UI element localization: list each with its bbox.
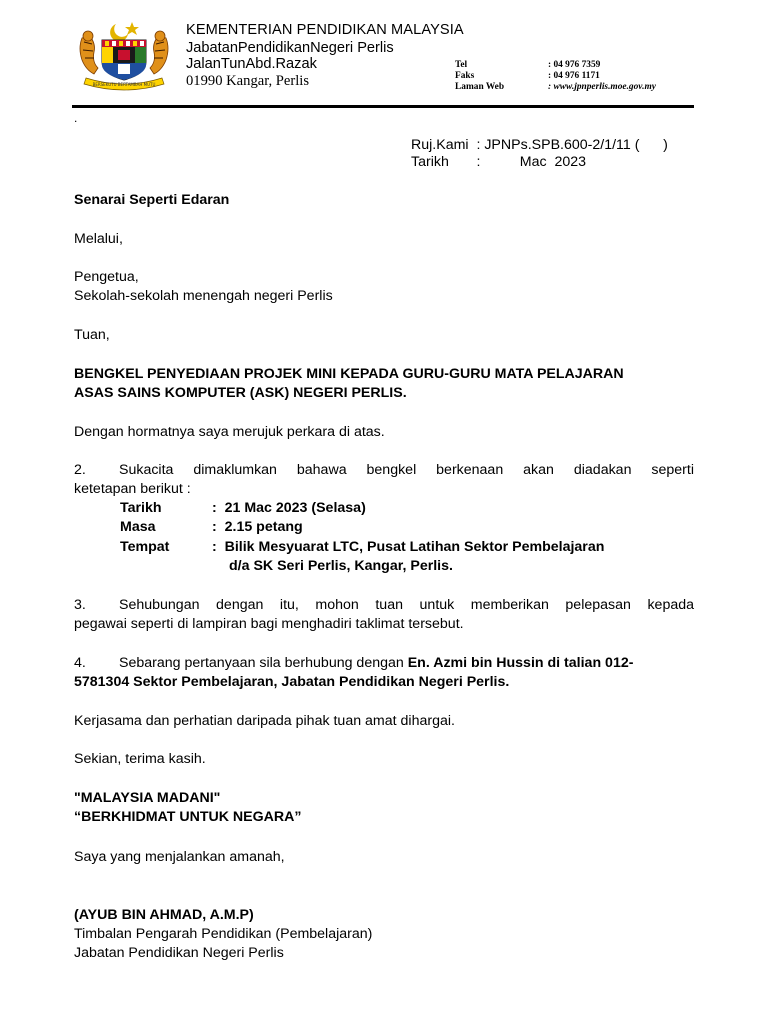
paragraph-4-line-2: 5781304 Sektor Pembelajaran, Jabatan Pendidikan Negeri Perlis.: [74, 674, 510, 690]
signatory-department: Jabatan Pendidikan Negeri Perlis: [74, 945, 284, 961]
salutation: Tuan,: [74, 327, 110, 343]
contact-fax-value: : 04 976 1171: [548, 71, 600, 81]
paragraph-4-line-1: Sebarang pertanyaan sila berhubung dengan En. Azmi bin Hussin di talian 012-: [119, 655, 634, 671]
stray-dot: .: [74, 111, 78, 125]
letter-date: Tarikh : Mac 2023: [411, 154, 587, 170]
contact-web-label: Laman Web: [455, 82, 505, 92]
closing-line: Sekian, terima kasih.: [74, 751, 206, 767]
detail-venue-value: : Bilik Mesyuarat LTC, Pusat Latihan Sektor Pembelajaran: [212, 539, 605, 555]
subject-line-2: ASAS SAINS KOMPUTER (ASK) NEGERI PERLIS.: [74, 385, 407, 401]
paragraph-2-line-1: Sukacita dimaklumkan bahawa bengkel berkenaan akan diadakan seperti: [119, 462, 694, 478]
detail-venue-address: d/a SK Seri Perlis, Kangar, Perlis.: [229, 558, 453, 574]
malaysia-coat-of-arms-icon: [72, 18, 176, 92]
detail-time-value: : 2.15 petang: [212, 519, 303, 535]
opening-paragraph: Dengan hormatnya saya merujuk perkara di atas.: [74, 424, 385, 440]
signatory-position: Timbalan Pengarah Pendidikan (Pembelajaran): [74, 926, 373, 942]
trust-line: Saya yang menjalankan amanah,: [74, 849, 285, 865]
paragraph-number: 2.: [74, 462, 86, 478]
postcode-city: 01990 Kangar, Perlis: [186, 73, 310, 89]
ministry-name: KEMENTERIAN PENDIDIKAN MALAYSIA: [186, 22, 464, 38]
signatory-name: (AYUB BIN AHMAD, A.M.P): [74, 907, 254, 923]
department-name: JabatanPendidikanNegeri Perlis: [186, 40, 394, 56]
detail-date-value: : 21 Mac 2023 (Selasa): [212, 500, 366, 516]
paragraph-number: 3.: [74, 597, 86, 613]
contact-fax-label: Faks: [455, 71, 475, 81]
contact-tel-label: Tel: [455, 60, 468, 70]
recipient-title: Pengetua,: [74, 269, 139, 285]
slogan-malaysia-madani: "MALAYSIA MADANI": [74, 790, 221, 806]
contact-tel-value: : 04 976 7359: [548, 60, 601, 70]
detail-time-label: Masa: [120, 519, 156, 535]
street-address: JalanTunAbd.Razak: [186, 56, 317, 72]
recipient-schools: Sekolah-sekolah menengah negeri Perlis: [74, 288, 333, 304]
paragraph-2-line-2: ketetapan berikut :: [74, 481, 191, 497]
via-label: Melalui,: [74, 231, 123, 247]
thanks-paragraph: Kerjasama dan perhatian daripada pihak tuan amat dihargai.: [74, 713, 455, 729]
detail-date-label: Tarikh: [120, 500, 162, 516]
paragraph-number: 4.: [74, 655, 86, 671]
subject-line-1: BENGKEL PENYEDIAAN PROJEK MINI KEPADA GURU-GURU MATA PELAJARAN: [74, 366, 624, 382]
contact-web-value[interactable]: : www.jpnperlis.moe.gov.my: [548, 82, 656, 92]
detail-venue-label: Tempat: [120, 539, 170, 555]
paragraph-3-line-1: Sehubungan dengan itu, mohon tuan untuk memberikan pelepasan kepada: [119, 597, 694, 613]
paragraph-3-line-2: pegawai seperti di lampiran bagi menghadiri taklimat tersebut.: [74, 616, 464, 632]
crest-motto: BERSEKUTU BERTAMBAH MUTU: [92, 82, 156, 87]
header-divider: [72, 105, 694, 108]
distribution-list: Senarai Seperti Edaran: [74, 192, 230, 208]
slogan-berkhidmat: “BERKHIDMAT UNTUK NEGARA”: [74, 809, 302, 825]
reference-number: Ruj.Kami : JPNPs.SPB.600-2/1/11 ( ): [411, 137, 668, 153]
